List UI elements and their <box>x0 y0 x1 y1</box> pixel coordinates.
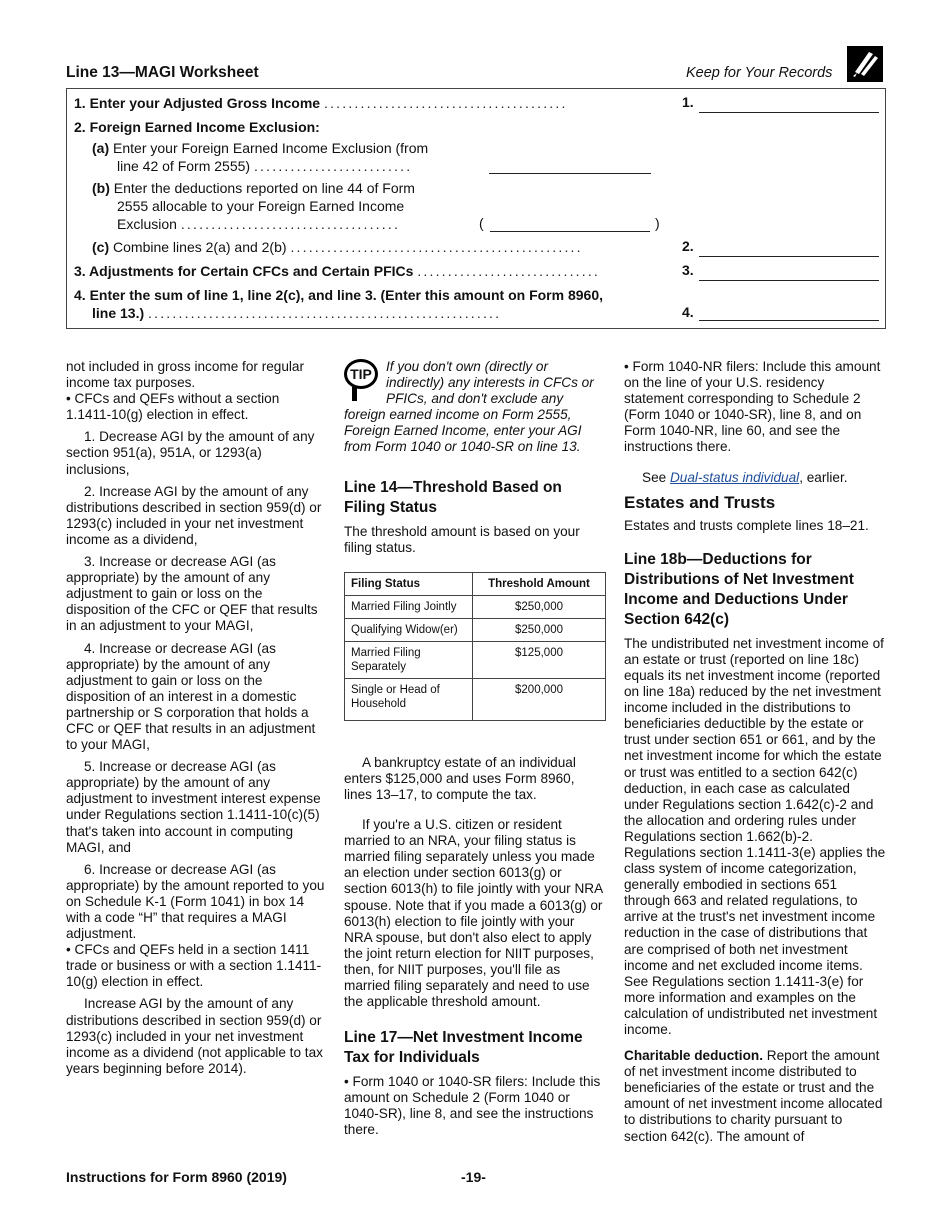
dual-status-link[interactable]: Dual-status individual <box>669 469 800 485</box>
worksheet-row-3: 3. Adjustments for Certain CFCs and Certain PFICs .............................. <box>74 263 601 279</box>
col1-para-2: Increase AGI by the amount of any distributions described in section 959(d) or 1293(c) included in your net investment income as a dividend (not applicable to tax years beginning before 2014). <box>66 996 323 1076</box>
col1-item-6: 6. Increase or decrease AGI (as appropriate) by the amount reported to you on Schedule K-1 (Form 1041) in box 14 with a code “H” that requires a MAGI adjustment. <box>66 861 325 942</box>
bankruptcy-para: A bankruptcy estate of an individual enters $125,000 and uses Form 8960, lines 13–17, to compute the tax. <box>344 754 576 802</box>
keep-records-note: Keep for Your Records <box>686 65 833 81</box>
table-header-row <box>345 572 606 595</box>
worksheet-row-2a <box>92 139 428 157</box>
line-2b-entry[interactable] <box>490 231 650 232</box>
row-2a-line2: line 42 of Form 2555) <box>117 158 251 174</box>
estates-text: Estates and trusts complete lines 18–21. <box>624 517 869 533</box>
col1-item-3: 3. Increase or decrease AGI (as appropriate) by the amount of any adjustment to gain or loss on the disposition of the CFC or QEF that results in an adjustment to your MAGI, <box>66 554 318 634</box>
line-number-3: 3. <box>682 262 694 278</box>
line-2a-entry[interactable] <box>489 173 651 174</box>
table-cell: Qualifying Widow(er) <box>345 618 473 641</box>
line-18b-heading: Line 18b—Deductions for Distributions of Net Investment Income and Deductions Under Section 642(c) <box>624 550 854 628</box>
table-cell: $250,000 <box>473 595 606 618</box>
worksheet-row-2a-cont: line 42 of Form 2555) .......................... <box>117 158 413 174</box>
charitable-text: Report the amount of net investment income distributed to beneficiaries of the estate or trust and the amount of net investment income allocated to distributions to charity pursuant to section 642(c). The amount of <box>624 1048 883 1144</box>
table-cell: Married Filing Jointly <box>345 595 473 618</box>
estates-heading: Estates and Trusts <box>624 492 776 512</box>
row-1-label: 1. Enter your Adjusted Gross Income <box>74 95 321 111</box>
table-row <box>345 595 606 618</box>
table-cell: Married Filing Separately <box>345 641 473 678</box>
column-3 <box>624 359 886 1151</box>
tip-label: TIP <box>344 359 378 389</box>
row-2a-line1: Enter your Foreign Earned Income Exclusion (from <box>113 140 429 156</box>
charitable-para <box>624 1048 886 1145</box>
worksheet-row-4: 4. Enter the sum of line 1, line 2(c), and line 3. (Enter this amount on Form 8960, <box>74 287 603 303</box>
worksheet-row-2b-cont: 2555 allocable to your Foreign Earned Income <box>117 198 405 214</box>
col1-para-1: not included in gross income for regular income tax purposes. <box>66 359 305 391</box>
table-cell: $125,000 <box>473 641 606 678</box>
see-dual-status <box>624 470 886 486</box>
paren-open: ( <box>479 215 484 231</box>
table-row <box>345 618 606 641</box>
column-2 <box>344 359 606 1145</box>
line-number-1: 1. <box>682 94 694 110</box>
threshold-table <box>344 572 606 721</box>
line-2-entry[interactable] <box>699 256 879 257</box>
row-4-line2: line 13.) <box>92 305 145 321</box>
header-threshold-amount: Threshold Amount <box>473 572 606 595</box>
header-filing-status: Filing Status <box>345 572 473 595</box>
col1-item-5: 5. Increase or decrease AGI (as appropriate) by the amount of any adjustment to investment interest expense under Regulations section 1.1411-10(c)(5) that's taken into account in computing MAGI, and <box>66 759 321 855</box>
col3-bullet-nr: • Form 1040-NR filers: Include this amount on the line of your U.S. residency statement corresponding to Schedule 2 (Form 1040 or 1040-SR), line 8, and on Form 1040-NR, line 60, and see the instructions there. <box>624 359 881 455</box>
col1-item-1: 1. Decrease AGI by the amount of any section 951(a), 951A, or 1293(a) inclusions, <box>66 429 315 477</box>
line-3-entry[interactable] <box>699 280 879 281</box>
worksheet-row-2b <box>92 179 415 197</box>
worksheet-row-2b-cont2: Exclusion .................................... <box>117 216 401 232</box>
table-row <box>345 641 606 678</box>
page-number: -19- <box>461 1169 486 1185</box>
footer-form-title: Instructions for Form 8960 (2019) <box>66 1169 287 1185</box>
line-14-text: The threshold amount is based on your filing status. <box>344 523 580 555</box>
line-18b-text: The undistributed net investment income of an estate or trust (reported on line 18c) equals its net investment income (reported on line 18a) reduced by the net investment income included in the distributions to beneficiaries deductible by the estate or trust under section 651 or 661, and by the net investment income for which the estate or trust was entitled to a section 642(c) deduction, in each case as calculated under Regulations section 1.642(c)-2 and the allocation and ordering rules under Regulations section 1.662(b)-2. Regulations section 1.1411-3(e) applies the class system of income categorization, generally embodied in sections 651 through 663 and related regulations, to arrive at the trust's net investment income reduction in the case of distributions that are comprised of both net investment income and net excluded income items. See Regulations section 1.1411-3(e) for more information and examples on the calculation of undistributed net investment income. <box>624 635 886 1037</box>
tip-text: If you don't own (directly or indirectly) any interests in CFCs or PFICs, and don't exclude any foreign earned income on Form 2555, Foreign Earned Income, enter your AGI from Form 1040 or 1040-SR on line 13. <box>344 359 594 455</box>
line-17-heading: Line 17—Net Investment Income Tax for Individuals <box>344 1029 583 1067</box>
col1-bullet-2: • CFCs and QEFs held in a section 1411 trade or business or with a section 1.1411-10(g) election in effect. <box>66 942 322 990</box>
line-number-2: 2. <box>682 238 694 254</box>
row-2c-label: Combine lines 2(a) and 2(b) <box>113 239 287 255</box>
row-2c-tag: (c) <box>92 239 110 255</box>
worksheet-row-4-cont: line 13.) .......................................................... <box>92 305 502 321</box>
records-pen-icon <box>847 46 883 82</box>
worksheet-row-2c: (c) Combine lines 2(a) and 2(b) ................................................ <box>92 239 583 255</box>
column-1 <box>66 359 328 1083</box>
row-3-label: 3. Adjustments for Certain CFCs and Certain PFICs <box>74 263 414 279</box>
row-2a-tag: (a) <box>92 140 110 156</box>
line-1-entry[interactable] <box>699 112 879 113</box>
row-2b-line1: Enter the deductions reported on line 44 of Form <box>113 180 415 196</box>
worksheet-title: Line 13—MAGI Worksheet <box>66 64 259 81</box>
col1-item-4: 4. Increase or decrease AGI (as appropriate) by the amount of any adjustment to gain or loss on the disposition of an interest in a domestic partnership or S corporation that holds a CFC or QEF that results in an adjustment to your MAGI, <box>66 640 316 753</box>
paren-close: ) <box>655 215 660 231</box>
line-17-bullet: • Form 1040 or 1040-SR filers: Include this amount on Schedule 2 (Form 1040 or 1040-SR), line 8, and see the instructions there. <box>344 1074 601 1138</box>
line-number-4: 4. <box>682 304 694 320</box>
tip-box <box>344 359 606 456</box>
row-2b-line3: Exclusion <box>117 216 177 232</box>
table-cell: $200,000 <box>473 678 606 720</box>
line-14-heading: Line 14—Threshold Based on Filing Status <box>344 478 562 516</box>
nra-para: If you're a U.S. citizen or resident married to an NRA, your filing status is married filing separately unless you made an election under section 6013(g) or section 6013(h) to file jointly with your NRA spouse. Note that if you made a 6013(g) or 6013(h) election to file jointly with your NRA spouse, but don't also elect to apply the joint return election for NIIT purposes, then, for NIIT purposes, you'll file as married filing separately and need to use the applicable threshold amount. <box>344 817 603 1010</box>
see-suffix: , earlier. <box>799 469 848 485</box>
worksheet-row-2: 2. Foreign Earned Income Exclusion: <box>74 119 320 135</box>
table-row <box>345 678 606 720</box>
line-4-entry[interactable] <box>699 320 879 321</box>
row-2b-tag: (b) <box>92 180 110 196</box>
charitable-heading: Charitable deduction. <box>624 1048 763 1064</box>
table-cell: $250,000 <box>473 618 606 641</box>
col1-bullet-1: • CFCs and QEFs without a section 1.1411-10(g) election in effect. <box>66 391 280 423</box>
see-prefix: See <box>642 469 670 485</box>
col1-item-2: 2. Increase AGI by the amount of any distributions described in section 959(d) or 1293(c) included in your net investment income as a dividend, <box>66 483 322 547</box>
tip-icon <box>344 359 380 405</box>
table-cell: Single or Head of Household <box>345 678 473 720</box>
worksheet-row-1: 1. Enter your Adjusted Gross Income ........................................ <box>74 95 568 111</box>
